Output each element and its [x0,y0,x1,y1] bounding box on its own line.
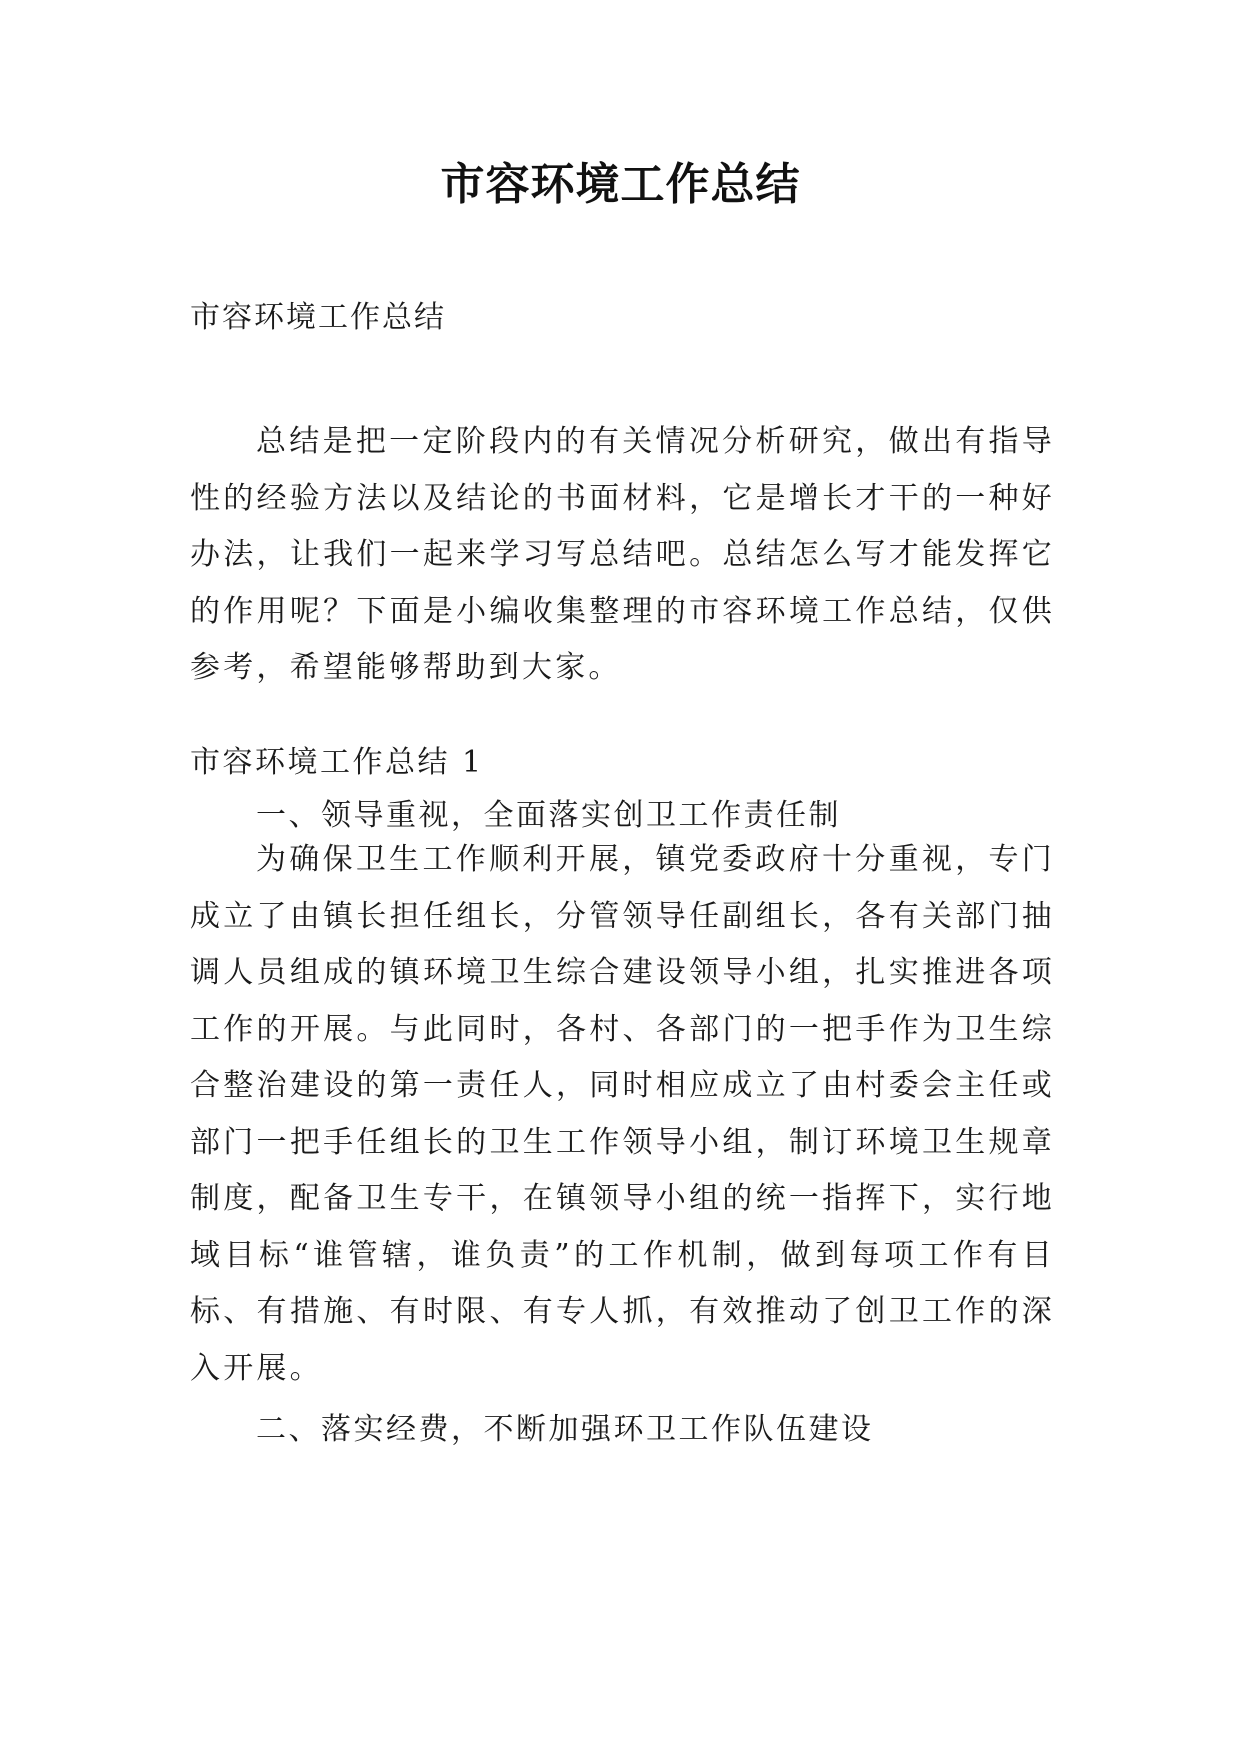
document-title: 市容环境工作总结 [440,159,801,210]
body-paragraph: 为确保卫生工作顺利开展，镇党委政府十分重视，专门成立了由镇长担任组长，分管领导任副组长，各有关部门抽调人员组成的镇环境卫生综合建设领导小组，扎实推进各项工作的开展。与此同时，各村、各部门的一把手作为卫生综合整治建设的第一责任人，同时相应成立了由村委会主任或部门一把手任组长的卫生工作领导小组，制订环境卫生规章制度，配备卫生专干，在镇领导小组的统一指挥下，实行地域目标“谁管辖，谁负责”的工作机制，做到每项工作有目标、有措施、有时限、有专人抓，有效推动了创卫工作的深入开展。 [190,842,1055,1386]
heading-one: 一、领导重视，全面落实创卫工作责任制 [256,798,841,833]
document-subtitle: 市容环境工作总结 [190,300,446,335]
heading-two: 二、落实经费，不断加强环卫工作队伍建设 [256,1412,874,1447]
section-title: 市容环境工作总结 1 [190,745,484,780]
intro-paragraph: 总结是把一定阶段内的有关情况分析研究，做出有指导性的经验方法以及结论的书面材料，它是增长才干的一种好办法，让我们一起来学习写总结吧。总结怎么写才能发挥它的作用呢？下面是小编收集整理的市容环境工作总结，仅供参考，希望能够帮助到大家。 [190,424,1055,685]
